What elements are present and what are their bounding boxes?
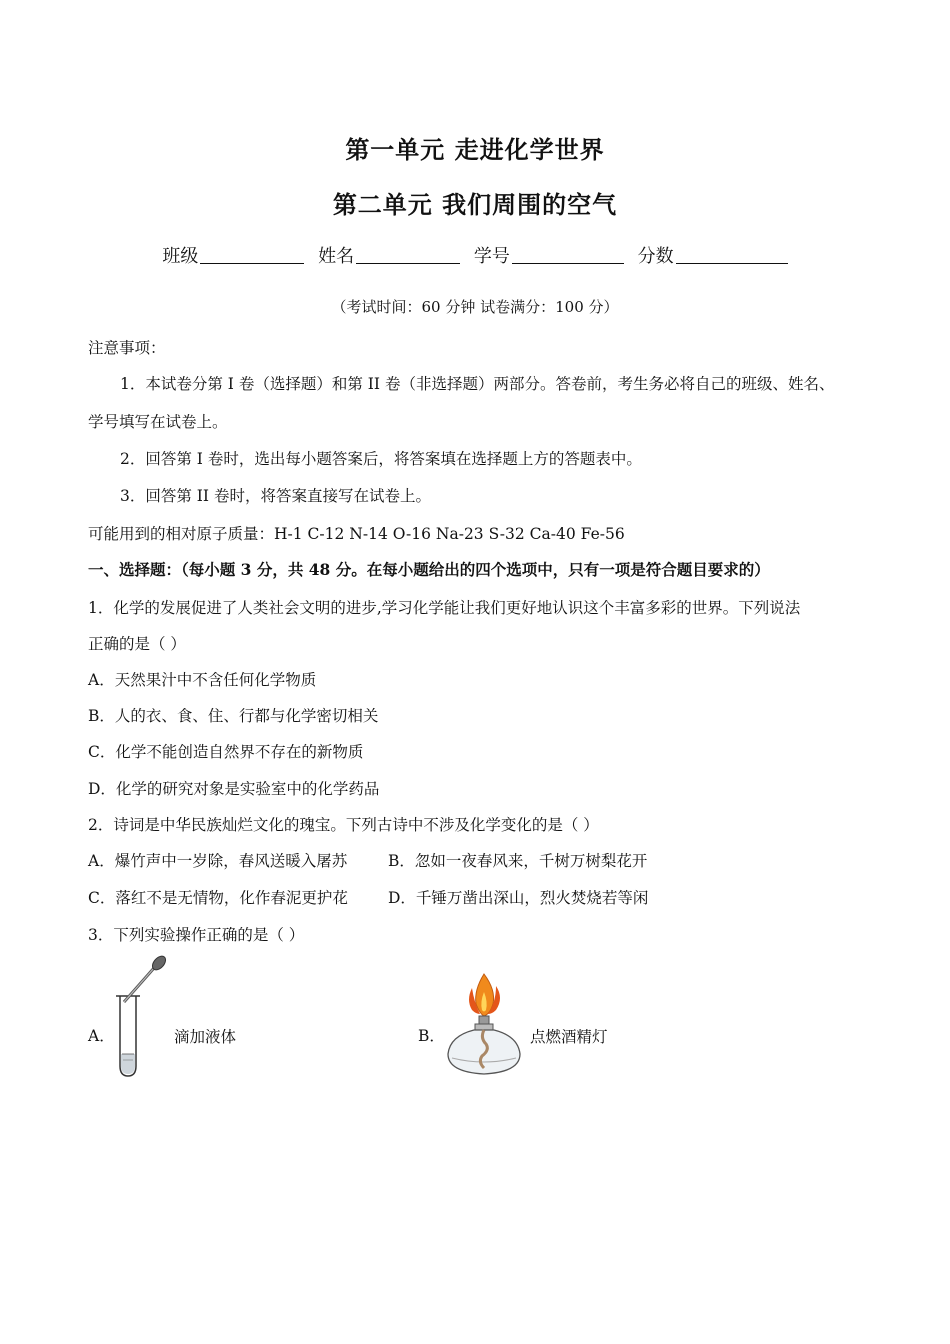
name-blank[interactable] xyxy=(356,245,460,264)
class-blank[interactable] xyxy=(200,245,304,264)
q3-option-b-label: B． xyxy=(418,1027,445,1045)
id-field xyxy=(474,242,624,268)
q3-option-b-caption: 点燃酒精灯 xyxy=(530,1028,608,1046)
notes-heading: 注意事项： xyxy=(88,339,166,357)
q2-option-b: B．忽如一夜春风来，千树万树梨花开 xyxy=(388,852,648,870)
score-label: 分数 xyxy=(637,246,674,267)
class-field xyxy=(162,242,304,268)
exam-time: （考试时间：60 分钟 试卷满分：100 分） xyxy=(331,298,619,316)
note-item-1-line-1: 1．本试卷分第 I 卷（选择题）和第 II 卷（非选择题）两部分。答卷前，考生务必将自己的班级、姓名、 xyxy=(120,375,835,393)
q1-option-c: C．化学不能创造自然界不存在的新物质 xyxy=(88,743,364,761)
unit-title-2: 第二单元 我们周围的空气 xyxy=(332,191,618,219)
q2-option-c: C．落红不是无情物，化作春泥更护花 xyxy=(88,889,348,907)
note-item-1-line-2: 学号填写在试卷上。 xyxy=(88,413,228,431)
q2-option-a: A．爆竹声中一岁除，春风送暖入屠苏 xyxy=(88,852,348,870)
alcohol-lamp-illustration xyxy=(444,968,524,1080)
note-item-3: 3．回答第 II 卷时，将答案直接写在试卷上。 xyxy=(120,487,431,505)
name-label: 姓名 xyxy=(318,246,355,267)
q3-option-a-caption: 滴加液体 xyxy=(174,1028,237,1046)
q1-option-d: D．化学的研究对象是实验室中的化学药品 xyxy=(88,780,380,798)
name-field xyxy=(318,242,460,268)
q3-stem: 3．下列实验操作正确的是（ ） xyxy=(88,926,305,944)
id-label: 学号 xyxy=(473,246,510,267)
q1-stem-line-2: 正确的是（ ） xyxy=(88,635,186,653)
q1-stem-line-1: 1．化学的发展促进了人类社会文明的进步,学习化学能让我们更好地认识这个丰富多彩的世界。下列说法 xyxy=(88,599,801,617)
note-item-2: 2．回答第 I 卷时，选出每小题答案后，将答案填在选择题上方的答题表中。 xyxy=(120,450,642,468)
q2-stem: 2．诗词是中华民族灿烂文化的瑰宝。下列古诗中不涉及化学变化的是（ ） xyxy=(88,816,599,834)
q1-option-a: A．天然果汁中不含任何化学物质 xyxy=(88,671,317,689)
atomic-masses: 可能用到的相对原子质量：H-1 C-12 N-14 O-16 Na-23 S-32 Ca-40 Fe-56 xyxy=(88,525,625,543)
student-info-line xyxy=(0,242,950,268)
q3-option-a-label: A． xyxy=(88,1027,115,1045)
class-label: 班级 xyxy=(162,246,199,267)
score-field xyxy=(638,242,788,268)
score-blank[interactable] xyxy=(676,245,788,264)
dropper-test-tube-illustration xyxy=(110,954,172,1080)
id-blank[interactable] xyxy=(512,245,624,264)
q2-option-d: D．千锤万凿出深山，烈火焚烧若等闲 xyxy=(388,889,649,907)
unit-title-1: 第一单元 走进化学世界 xyxy=(345,136,605,164)
q1-option-b: B．人的衣、食、住、行都与化学密切相关 xyxy=(88,707,379,725)
section-1-heading: 一、选择题：（每小题 3 分，共 48 分。在每小题给出的四个选项中，只有一项是符合题目要求的） xyxy=(88,560,770,579)
